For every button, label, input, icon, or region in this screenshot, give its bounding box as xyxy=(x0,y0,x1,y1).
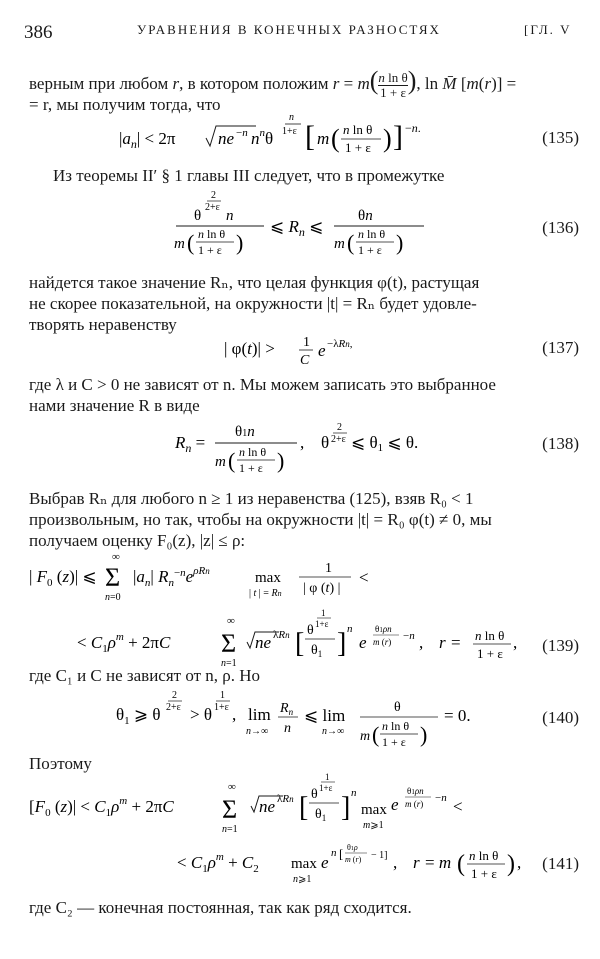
svg-text:<: < xyxy=(453,797,463,816)
equation-140-formula xyxy=(116,690,516,756)
svg-text:θn: θn xyxy=(358,208,373,224)
svg-text:r: r xyxy=(439,633,446,652)
svg-text:θ1n: θ1n xyxy=(235,424,255,440)
svg-text:n ln θ: n ln θ xyxy=(358,227,386,241)
svg-text:−n: −n xyxy=(435,792,447,804)
paragraph-3-line-3: творять неравенству xyxy=(29,315,177,334)
svg-text:∞: ∞ xyxy=(227,615,235,627)
svg-text:n: n xyxy=(226,208,234,224)
paragraph-3 xyxy=(29,272,579,335)
svg-text:n=1: n=1 xyxy=(222,824,238,835)
svg-text:< C1ρm + 2πC: < $C_1\rho^m + 2\pi C$ xyxy=(77,631,171,655)
svg-text:1: 1 xyxy=(325,561,332,576)
svg-text:|an| < 2π: $|a_n| < 2\pi$ xyxy=(119,129,176,151)
svg-text:1 + ε: 1 + ε xyxy=(358,243,382,257)
svg-text:(: ( xyxy=(187,230,195,255)
svg-text:| F0 (z)| ⩽: | $F_0$ (z)| ⩽ xyxy=(29,567,97,589)
svg-text:1+ε: 1+ε xyxy=(319,783,333,793)
svg-text:n ln θ: n ln θ xyxy=(198,227,226,241)
svg-text:2+ε: 2+ε xyxy=(331,434,346,445)
svg-text:λRn: λRn xyxy=(273,629,290,641)
svg-text:1 + ε: 1 + ε xyxy=(382,735,406,749)
svg-text:Rn: $R_n$ xyxy=(280,701,294,717)
svg-text:< C1ρm + C2: < $C_1\rho^m + C_2$ xyxy=(177,851,259,875)
svg-text:⩽ θ1 ⩽ θ.: ⩽ θ1 ⩽ θ. xyxy=(351,433,419,454)
paragraph-4-line-1: где λ и C > 0 не зависят от n. Мы можем записать это выбранное xyxy=(29,375,496,394)
svg-text:1+ε: 1+ε xyxy=(315,619,329,629)
paragraph-5-line-2: произвольным, но так, чтобы на окружности |t| = R₀ φ(t) ≠ 0, мы xyxy=(29,510,492,529)
svg-text:1 + ε: 1 + ε xyxy=(239,461,263,475)
svg-text:]: ] xyxy=(337,628,347,659)
equation-137-formula xyxy=(224,334,424,374)
equation-136-number: (136) xyxy=(542,218,579,237)
svg-text:m: m xyxy=(317,129,330,148)
svg-text:m⩾1: m⩾1 xyxy=(363,820,384,831)
svg-text:θ: θ xyxy=(321,433,330,452)
svg-text:ne: ne xyxy=(255,633,272,652)
svg-text:−λRn,: −λRn, xyxy=(327,338,353,350)
svg-text:n⩾1: n⩾1 xyxy=(293,874,312,885)
svg-text:|an| Rn−neρRn: $|a_n|$ $R_n^-ne^{\rho R}n$ xyxy=(133,565,210,589)
paragraph-1-line-2: = r, мы получим тогда, что xyxy=(29,95,221,114)
paragraph-6: где C₁ и C не зависят от n, ρ. Но xyxy=(29,666,261,685)
equation-135-number: (135) xyxy=(542,128,579,147)
paragraph-7: Поэтому xyxy=(29,754,92,773)
equation-139-number: (139) xyxy=(542,636,579,655)
svg-text:| φ (t) |: | φ (t) | xyxy=(303,581,341,596)
svg-text:=: = xyxy=(451,633,461,652)
svg-text:[: [ xyxy=(339,846,344,861)
svg-text:⩽ Rn ⩽: ⩽ $R_n$ ⩽ xyxy=(270,217,324,239)
svg-text:θ1: $\theta_1$ xyxy=(311,643,323,659)
svg-text:,: , xyxy=(300,433,305,452)
svg-text:(: ( xyxy=(331,124,340,153)
paragraph-3-line-2: не скорее показательной, на окружности |t| = Rₙ будет удовле- xyxy=(29,294,477,313)
svg-text:[F0 (z)| < C1ρm + 2πC: [$F_0$ $(z)| < C_1\rho^m + 2\pi C$ xyxy=(29,795,174,819)
svg-text:n: n xyxy=(289,112,294,123)
svg-text:1 + ε: 1 + ε xyxy=(471,866,497,881)
svg-text:nnθ: $n^n\theta$ xyxy=(251,127,274,148)
svg-text:1 + ε: 1 + ε xyxy=(477,646,503,661)
svg-text:θ: θ xyxy=(394,700,401,715)
svg-text:e: e xyxy=(359,633,367,652)
svg-text:1: 1 xyxy=(220,690,225,701)
svg-text:n=1: n=1 xyxy=(221,658,237,669)
paragraph-4 xyxy=(29,374,579,416)
svg-text:−n.: −n. xyxy=(405,121,421,135)
svg-text:C: C xyxy=(300,353,310,368)
equation-141-number: (141) xyxy=(542,854,579,873)
svg-text:m (r): m (r) xyxy=(405,799,424,809)
svg-text:m: m xyxy=(215,454,226,470)
svg-text:−n: −n xyxy=(403,630,415,642)
equation-138-formula xyxy=(175,416,495,482)
svg-text:max: max xyxy=(361,802,387,818)
svg-text:= 0.: = 0. xyxy=(444,706,471,725)
svg-text:θ1: $\theta_1$ xyxy=(315,807,327,823)
svg-text:,: , xyxy=(393,853,398,872)
svg-text:n: n xyxy=(347,623,353,635)
svg-text:[: [ xyxy=(299,792,309,823)
svg-text:,: , xyxy=(232,705,237,724)
svg-text:(: ( xyxy=(228,448,236,473)
svg-text:λRn: λRn xyxy=(277,793,294,805)
svg-text:n: n xyxy=(351,787,357,799)
svg-text:): ) xyxy=(396,230,404,255)
svg-text:,: , xyxy=(517,853,522,872)
paragraph-3-line-1: найдется такое значение Rₙ, что целая функция φ(t), растущая xyxy=(29,273,480,292)
paragraph-2: Из теоремы II′ § 1 главы III следует, что в промежутке xyxy=(53,166,445,185)
svg-text:r: r xyxy=(413,853,420,872)
svg-text:m (r): m (r) xyxy=(345,855,362,864)
svg-text:,: , xyxy=(419,633,424,652)
svg-text:ne: ne xyxy=(259,797,276,816)
svg-text:1: 1 xyxy=(325,772,330,782)
svg-text:2: 2 xyxy=(211,190,216,201)
svg-text:(: ( xyxy=(372,722,380,747)
svg-text:[: [ xyxy=(295,628,305,659)
svg-text:n ln θ: n ln θ xyxy=(382,719,410,733)
svg-text:Σ: Σ xyxy=(105,563,121,592)
svg-text:n→∞: n→∞ xyxy=(322,726,345,737)
svg-text:1+ε: 1+ε xyxy=(214,702,229,713)
svg-text:m: m xyxy=(334,236,345,252)
svg-text:max: max xyxy=(291,856,317,872)
svg-text:θ1ρn: θ1ρn xyxy=(407,786,424,796)
svg-text:| φ(t)| >: | φ(t)| > xyxy=(224,339,275,358)
svg-text:n→∞: n→∞ xyxy=(246,726,269,737)
page-number: 386 xyxy=(24,22,53,43)
paragraph-4-line-2: нами значение R в виде xyxy=(29,396,200,415)
svg-text:Σ: Σ xyxy=(222,795,238,824)
svg-text:n ln θ: n ln θ xyxy=(343,122,373,137)
svg-text:): ) xyxy=(420,722,428,747)
svg-text:]: ] xyxy=(393,120,403,153)
svg-text:m: m xyxy=(360,729,371,744)
paragraph-8: где C₂ — конечная постоянная, так как ряд сходится. xyxy=(29,898,412,917)
svg-text:1+ε: 1+ε xyxy=(282,126,297,137)
paragraph-1-line-1: верным при любом r, в котором положим r = m( $\frac{\text{n ln θ}}{1 + \varepsilon}$ ), ln M̄ [m(r)] = xyxy=(29,66,517,100)
svg-text:Σ: Σ xyxy=(221,629,237,658)
svg-text:,: , xyxy=(513,633,518,652)
svg-text:n=0: n=0 xyxy=(105,592,121,603)
svg-text:(: ( xyxy=(347,230,355,255)
svg-text:ne: ne xyxy=(218,129,235,148)
svg-text:e: e xyxy=(318,341,326,360)
svg-text:<: < xyxy=(359,568,369,587)
equation-140-number: (140) xyxy=(542,708,579,727)
svg-text:− 1]: − 1] xyxy=(371,850,388,861)
svg-text:1 + ε: 1 + ε xyxy=(345,140,371,155)
svg-text:∞: ∞ xyxy=(228,781,236,793)
svg-text:n ln θ: n ln θ xyxy=(239,445,267,459)
svg-text:e: e xyxy=(391,795,399,814)
svg-text:lim: lim xyxy=(248,705,271,724)
svg-text:m (r): m (r) xyxy=(373,637,392,647)
paragraph-5-line-3: получаем оценку F₀(z), |z| ≤ ρ: xyxy=(29,531,246,550)
svg-text:| t | = Rn: | t | = Rn xyxy=(249,588,282,599)
svg-text:θ1ρ: θ1ρ xyxy=(347,843,358,852)
svg-text:θ: θ xyxy=(194,208,202,224)
svg-text:1: 1 xyxy=(303,335,310,350)
equation-137-number: (137) xyxy=(542,338,579,357)
svg-text:θ1 ⩾ θ: $\theta_1$ ⩾ θ xyxy=(116,705,161,727)
svg-text:n: n xyxy=(331,847,337,859)
svg-text:Rn =: $R_n$ = xyxy=(175,433,206,455)
paragraph-5-line-1: Выбрав Rₙ для любого n ≥ 1 из неравенства (125), взяв R₀ < 1 xyxy=(29,489,474,508)
svg-text:[: [ xyxy=(305,120,315,153)
svg-text:θ1ρn: θ1ρn xyxy=(375,624,392,634)
paragraph-5 xyxy=(29,488,579,551)
svg-text:= m: = m xyxy=(425,853,452,872)
svg-text:1: 1 xyxy=(321,608,326,618)
chapter-label: [ГЛ. V xyxy=(524,22,572,37)
svg-text:(: ( xyxy=(457,851,465,877)
svg-text:n: n xyxy=(284,721,291,736)
svg-text:n ln θ: n ln θ xyxy=(469,848,499,863)
svg-text:2+ε: 2+ε xyxy=(166,702,181,713)
equation-136-formula xyxy=(174,192,474,262)
svg-text:1 + ε: 1 + ε xyxy=(198,243,222,257)
svg-text:2: 2 xyxy=(172,690,177,701)
svg-text:θ: θ xyxy=(311,787,318,802)
svg-text:): ) xyxy=(236,230,244,255)
svg-text:−n: −n xyxy=(236,127,248,139)
svg-text:m: m xyxy=(174,236,185,252)
svg-text:]: ] xyxy=(341,792,351,823)
svg-text:> θ: > θ xyxy=(190,705,212,724)
equation-138-number: (138) xyxy=(542,434,579,453)
running-title: УРАВНЕНИЯ В КОНЕЧНЫХ РАЗНОСТЯХ xyxy=(137,22,441,37)
svg-text:2+ε: 2+ε xyxy=(205,202,220,213)
equation-141-formula xyxy=(29,770,579,890)
equation-139-formula xyxy=(29,550,579,674)
svg-text:⩽ lim: ⩽ lim xyxy=(304,706,346,725)
svg-text:max: max xyxy=(255,570,281,586)
svg-text:2: 2 xyxy=(337,422,342,433)
svg-text:): ) xyxy=(383,124,392,153)
svg-text:n ln θ: n ln θ xyxy=(475,628,505,643)
svg-text:): ) xyxy=(507,851,515,877)
svg-text:θ: θ xyxy=(307,623,314,638)
equation-135-formula xyxy=(119,112,579,162)
svg-text:e: e xyxy=(321,853,329,872)
svg-text:∞: ∞ xyxy=(112,551,120,563)
svg-text:): ) xyxy=(277,448,285,473)
